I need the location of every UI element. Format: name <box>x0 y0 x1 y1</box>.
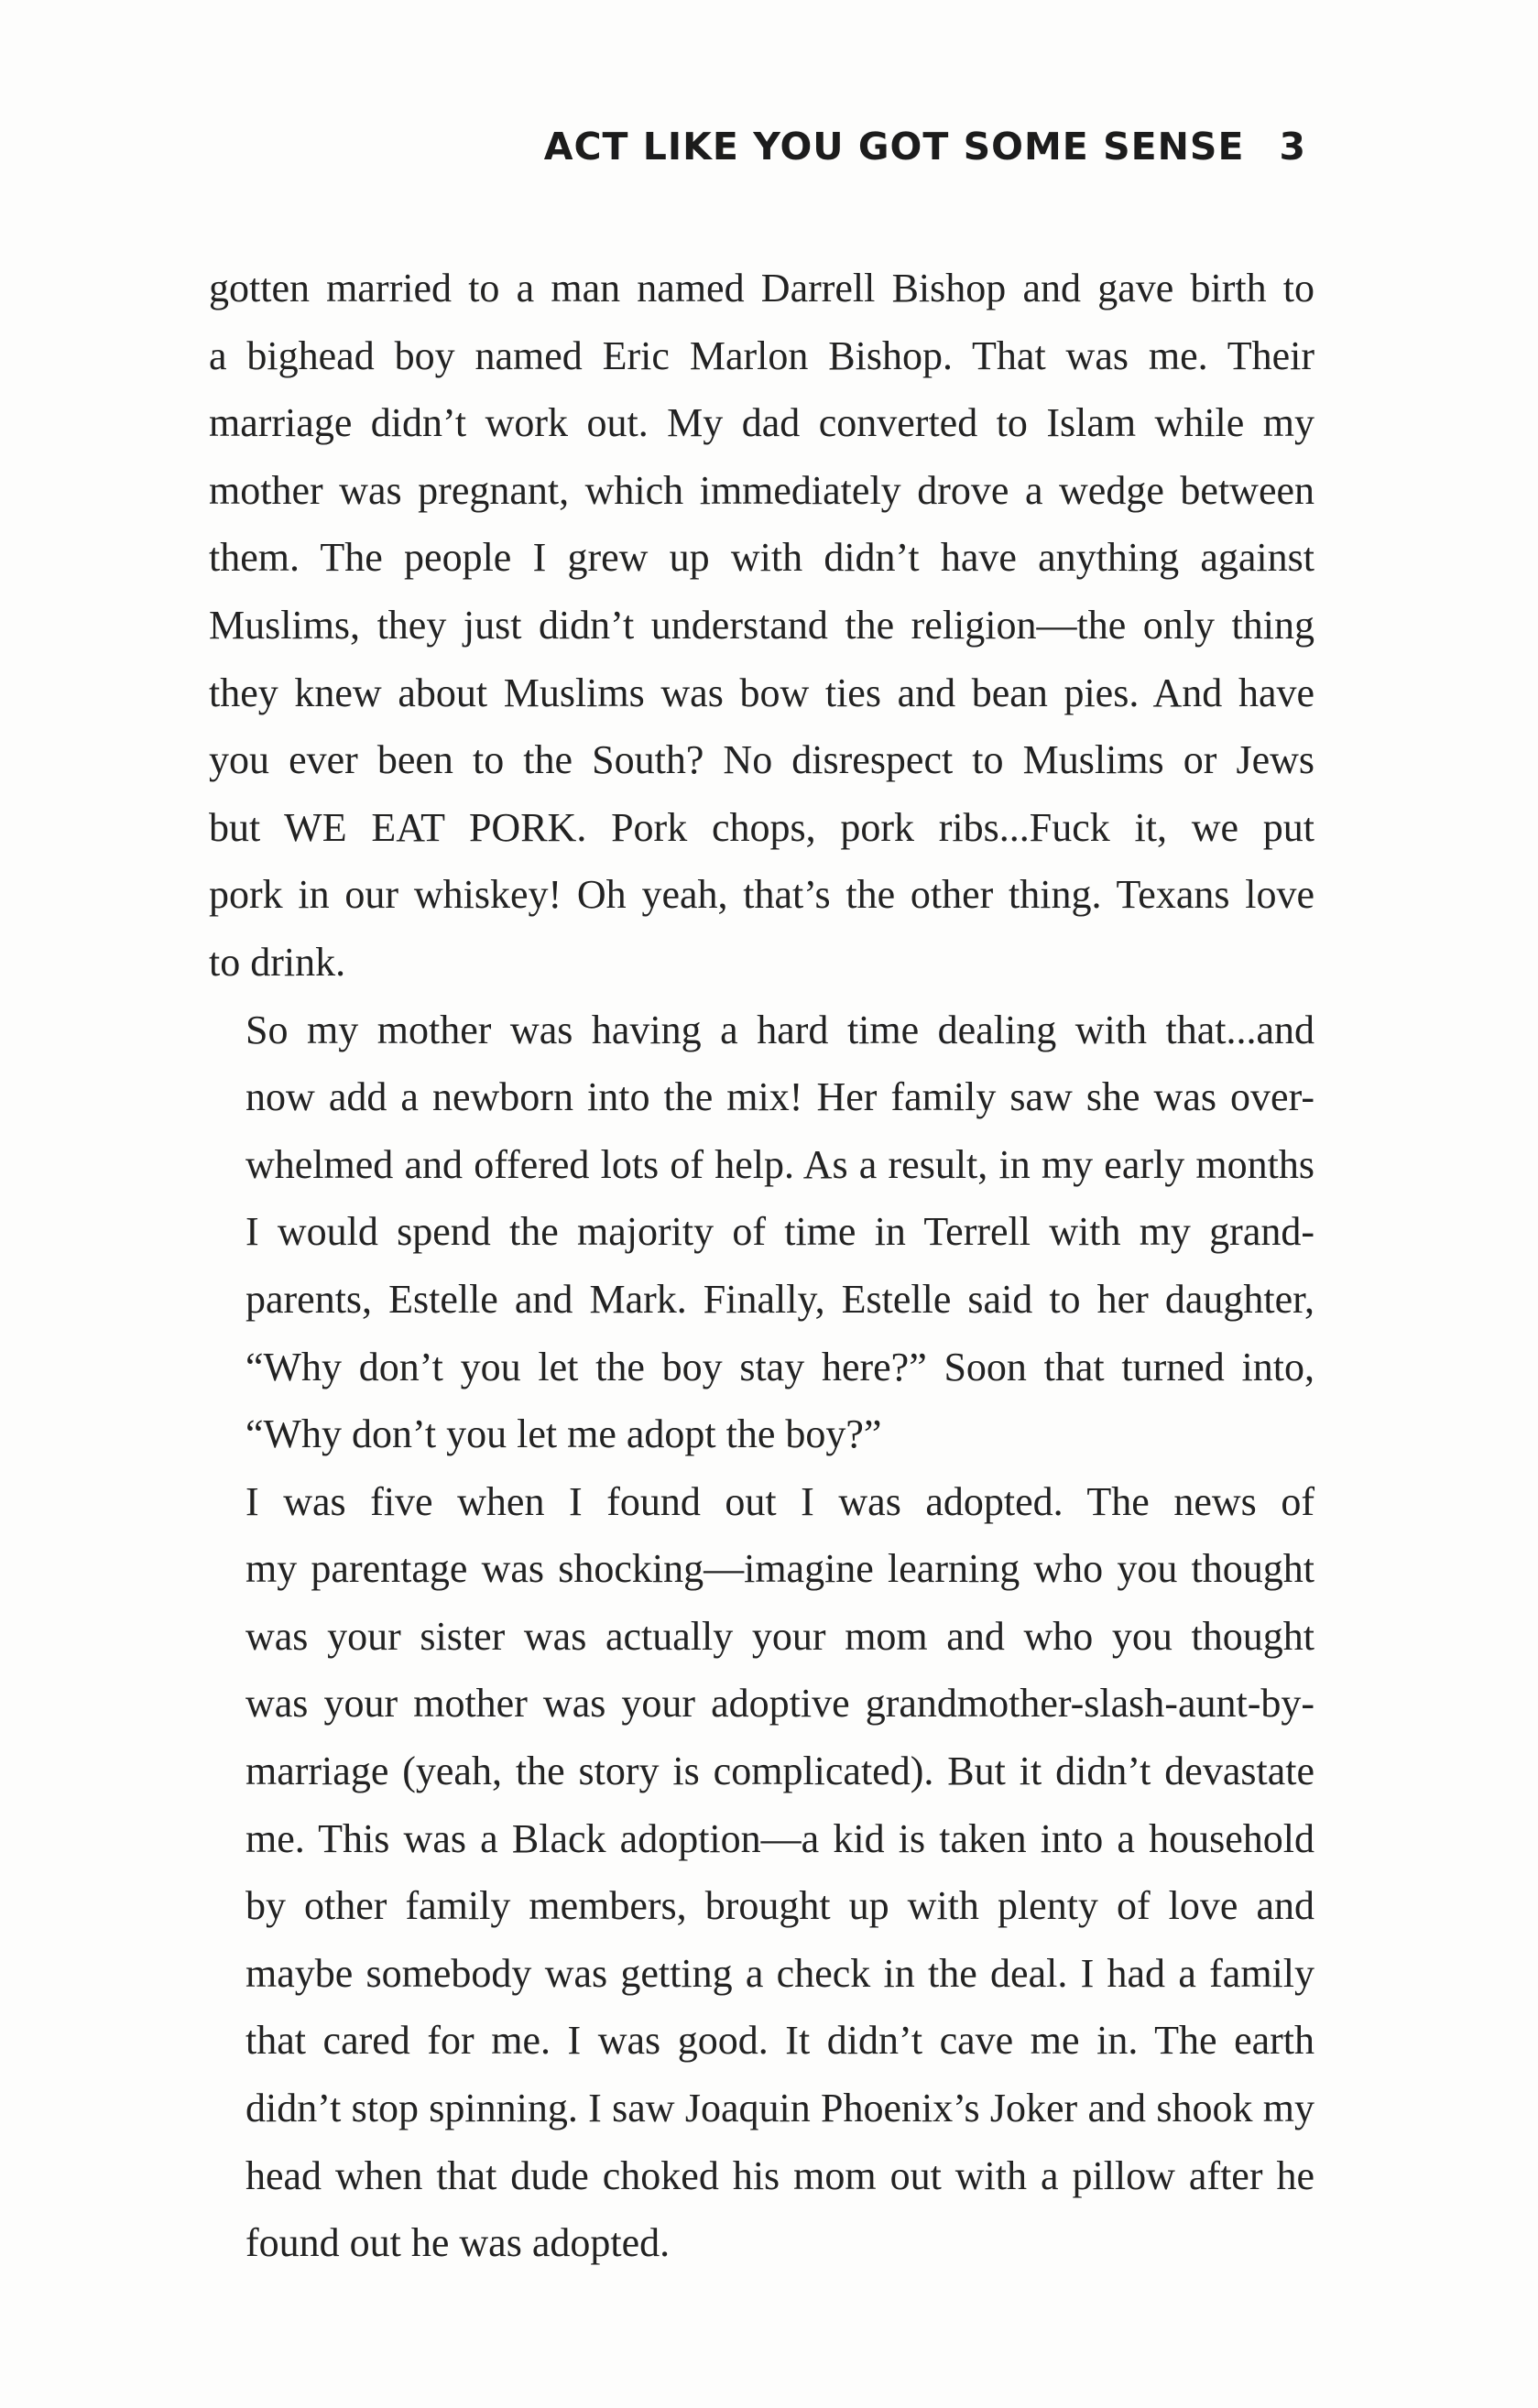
paragraph-3 <box>209 1468 1314 2277</box>
text-line: that cared for me. I was good. It didn’t cave me in. The earth <box>245 2018 1314 2064</box>
text-line: head when that dude choked his mom out with a pillow after he <box>245 2152 1314 2198</box>
text-line: by other family members, brought up with plenty of love and <box>245 1883 1314 1929</box>
text-line: whelmed and offered lots of help. As a result, in my early months <box>245 1141 1314 1187</box>
text-line: mother was pregnant, which immediately drove a wedge between <box>209 467 1314 513</box>
text-line: gotten married to a man named Darrell Bishop and gave birth to <box>209 266 1314 311</box>
paragraph-2 <box>209 997 1314 1468</box>
text-line: to drink. <box>209 939 346 985</box>
text-line: didn’t stop spinning. I saw Joaquin Phoenix’s Joker and shook my <box>245 2086 1314 2131</box>
text-line: “Why don’t you let the boy stay here?” Soon that turned into, <box>245 1344 1314 1389</box>
body-text <box>209 255 1314 2277</box>
running-head <box>544 125 1306 169</box>
text-line: you ever been to the South? No disrespect to Muslims or Jews <box>209 737 1314 783</box>
text-line: So my mother was having a hard time dealing with that...and <box>245 1007 1314 1052</box>
page-number: 3 <box>1279 125 1306 169</box>
text-line: me. This was a Black adoption—a kid is taken into a household <box>245 1815 1314 1861</box>
text-line: Muslims, they just didn’t understand the religion—the only thing <box>209 602 1314 648</box>
text-line: “Why don’t you let me adopt the boy?” <box>245 1411 882 1457</box>
text-line: marriage didn’t work out. My dad converted to Islam while my <box>209 400 1314 446</box>
text-line: maybe somebody was getting a check in the deal. I had a family <box>245 1950 1314 1996</box>
paragraph-1 <box>209 255 1314 997</box>
text-line: parents, Estelle and Mark. Finally, Estelle said to her daughter, <box>245 1276 1314 1322</box>
text-line: was your sister was actually your mom and who you thought <box>245 1613 1314 1659</box>
text-line: marriage (yeah, the story is complicated). But it didn’t devastate <box>245 1749 1314 1794</box>
text-line: they knew about Muslims was bow ties and bean pies. And have <box>209 670 1314 715</box>
text-line: I was five when I found out I was adopted. The news of <box>245 1478 1314 1524</box>
text-line: was your mother was your adoptive grandmother-slash-aunt-by- <box>245 1681 1314 1727</box>
text-line: pork in our whiskey! Oh yeah, that’s the other thing. Texans love <box>209 872 1314 918</box>
text-line: them. The people I grew up with didn’t have anything against <box>209 535 1314 581</box>
text-line: a bighead boy named Eric Marlon Bishop. That was me. Their <box>209 332 1314 378</box>
text-line: I would spend the majority of time in Terrell with my grand- <box>245 1209 1314 1255</box>
text-line: found out he was adopted. <box>245 2220 671 2266</box>
text-line: now add a newborn into the mix! Her family saw she was over- <box>245 1074 1314 1120</box>
text-line: but WE EAT PORK. Pork chops, pork ribs...Fuck it, we put <box>209 804 1314 850</box>
text-line: my parentage was shocking—imagine learning who you thought <box>245 1546 1314 1592</box>
running-head-title: ACT LIKE YOU GOT SOME SENSE <box>543 125 1245 169</box>
